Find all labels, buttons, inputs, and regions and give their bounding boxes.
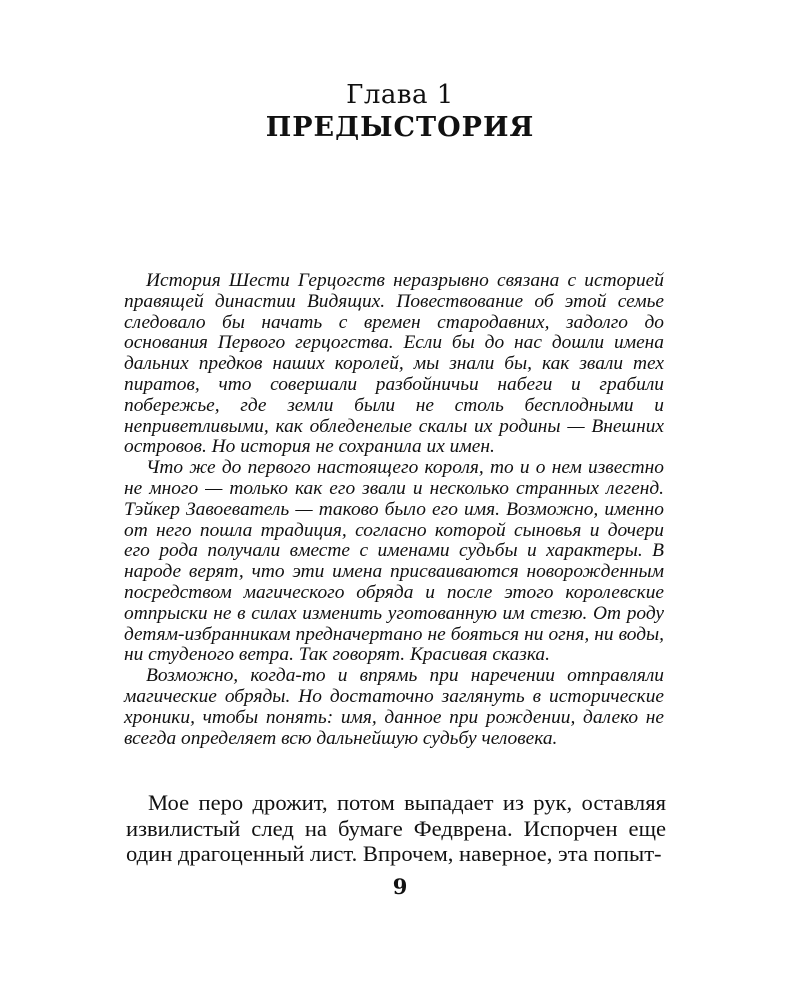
epigraph	[124, 271, 664, 749]
body-paragraph: Мое перо дрожит, потом выпадает из рук, оставляя извилистый след на бумаге Федврена. Испорчен еще один драгоценный лист. Впрочем, наверное, эта попыт-	[126, 790, 666, 866]
page-number: 9	[392, 874, 408, 899]
epigraph-paragraph: История Шести Герцогств неразрывно связана с историей правящей династии Видящих. Повествование об этой семье следовало бы начать с времен стародавних, задолго до основания Первого герцогства. Если бы до нас дошли имена дальних предков наших королей, мы знали бы, как звали тех пиратов, что совершали разбойничьи набеги и грабили побережье, где земли были не столь бесплодными и неприветливыми, как обледенелые скалы их родины — Внешних островов. Но история не сохранила их имен.	[124, 270, 664, 458]
chapter-title: ПРЕДЫСТОРИЯ	[265, 112, 535, 143]
chapter-number: Глава 1	[346, 80, 454, 110]
epigraph-paragraph: Возможно, когда-то и впрямь при наречении отправляли магические обряды. Но достаточно заглянуть в исторические хроники, чтобы понять: имя, данное при рождении, далеко не всегда определяет всю дальнейшую судьбу человека.	[124, 665, 664, 749]
body-text	[126, 790, 666, 867]
epigraph-paragraph: Что же до первого настоящего короля, то и о нем известно не много — только как его звали и несколько странных легенд. Тэйкер Завоеватель — таково было его имя. Возможно, именно от него пошла традиция, согласно которой сыновья и дочери его рода получали вместе с именами судьбы и характеры. В народе верят, что эти имена присваиваются новорожденным посредством магического обряда и после этого королевские отпрыски не в силах изменить уготованную им стезю. От роду детям-избранникам предначертано не бояться ни огня, ни воды, ни студеного ветра. Так говорят. Красивая сказка.	[124, 457, 664, 666]
